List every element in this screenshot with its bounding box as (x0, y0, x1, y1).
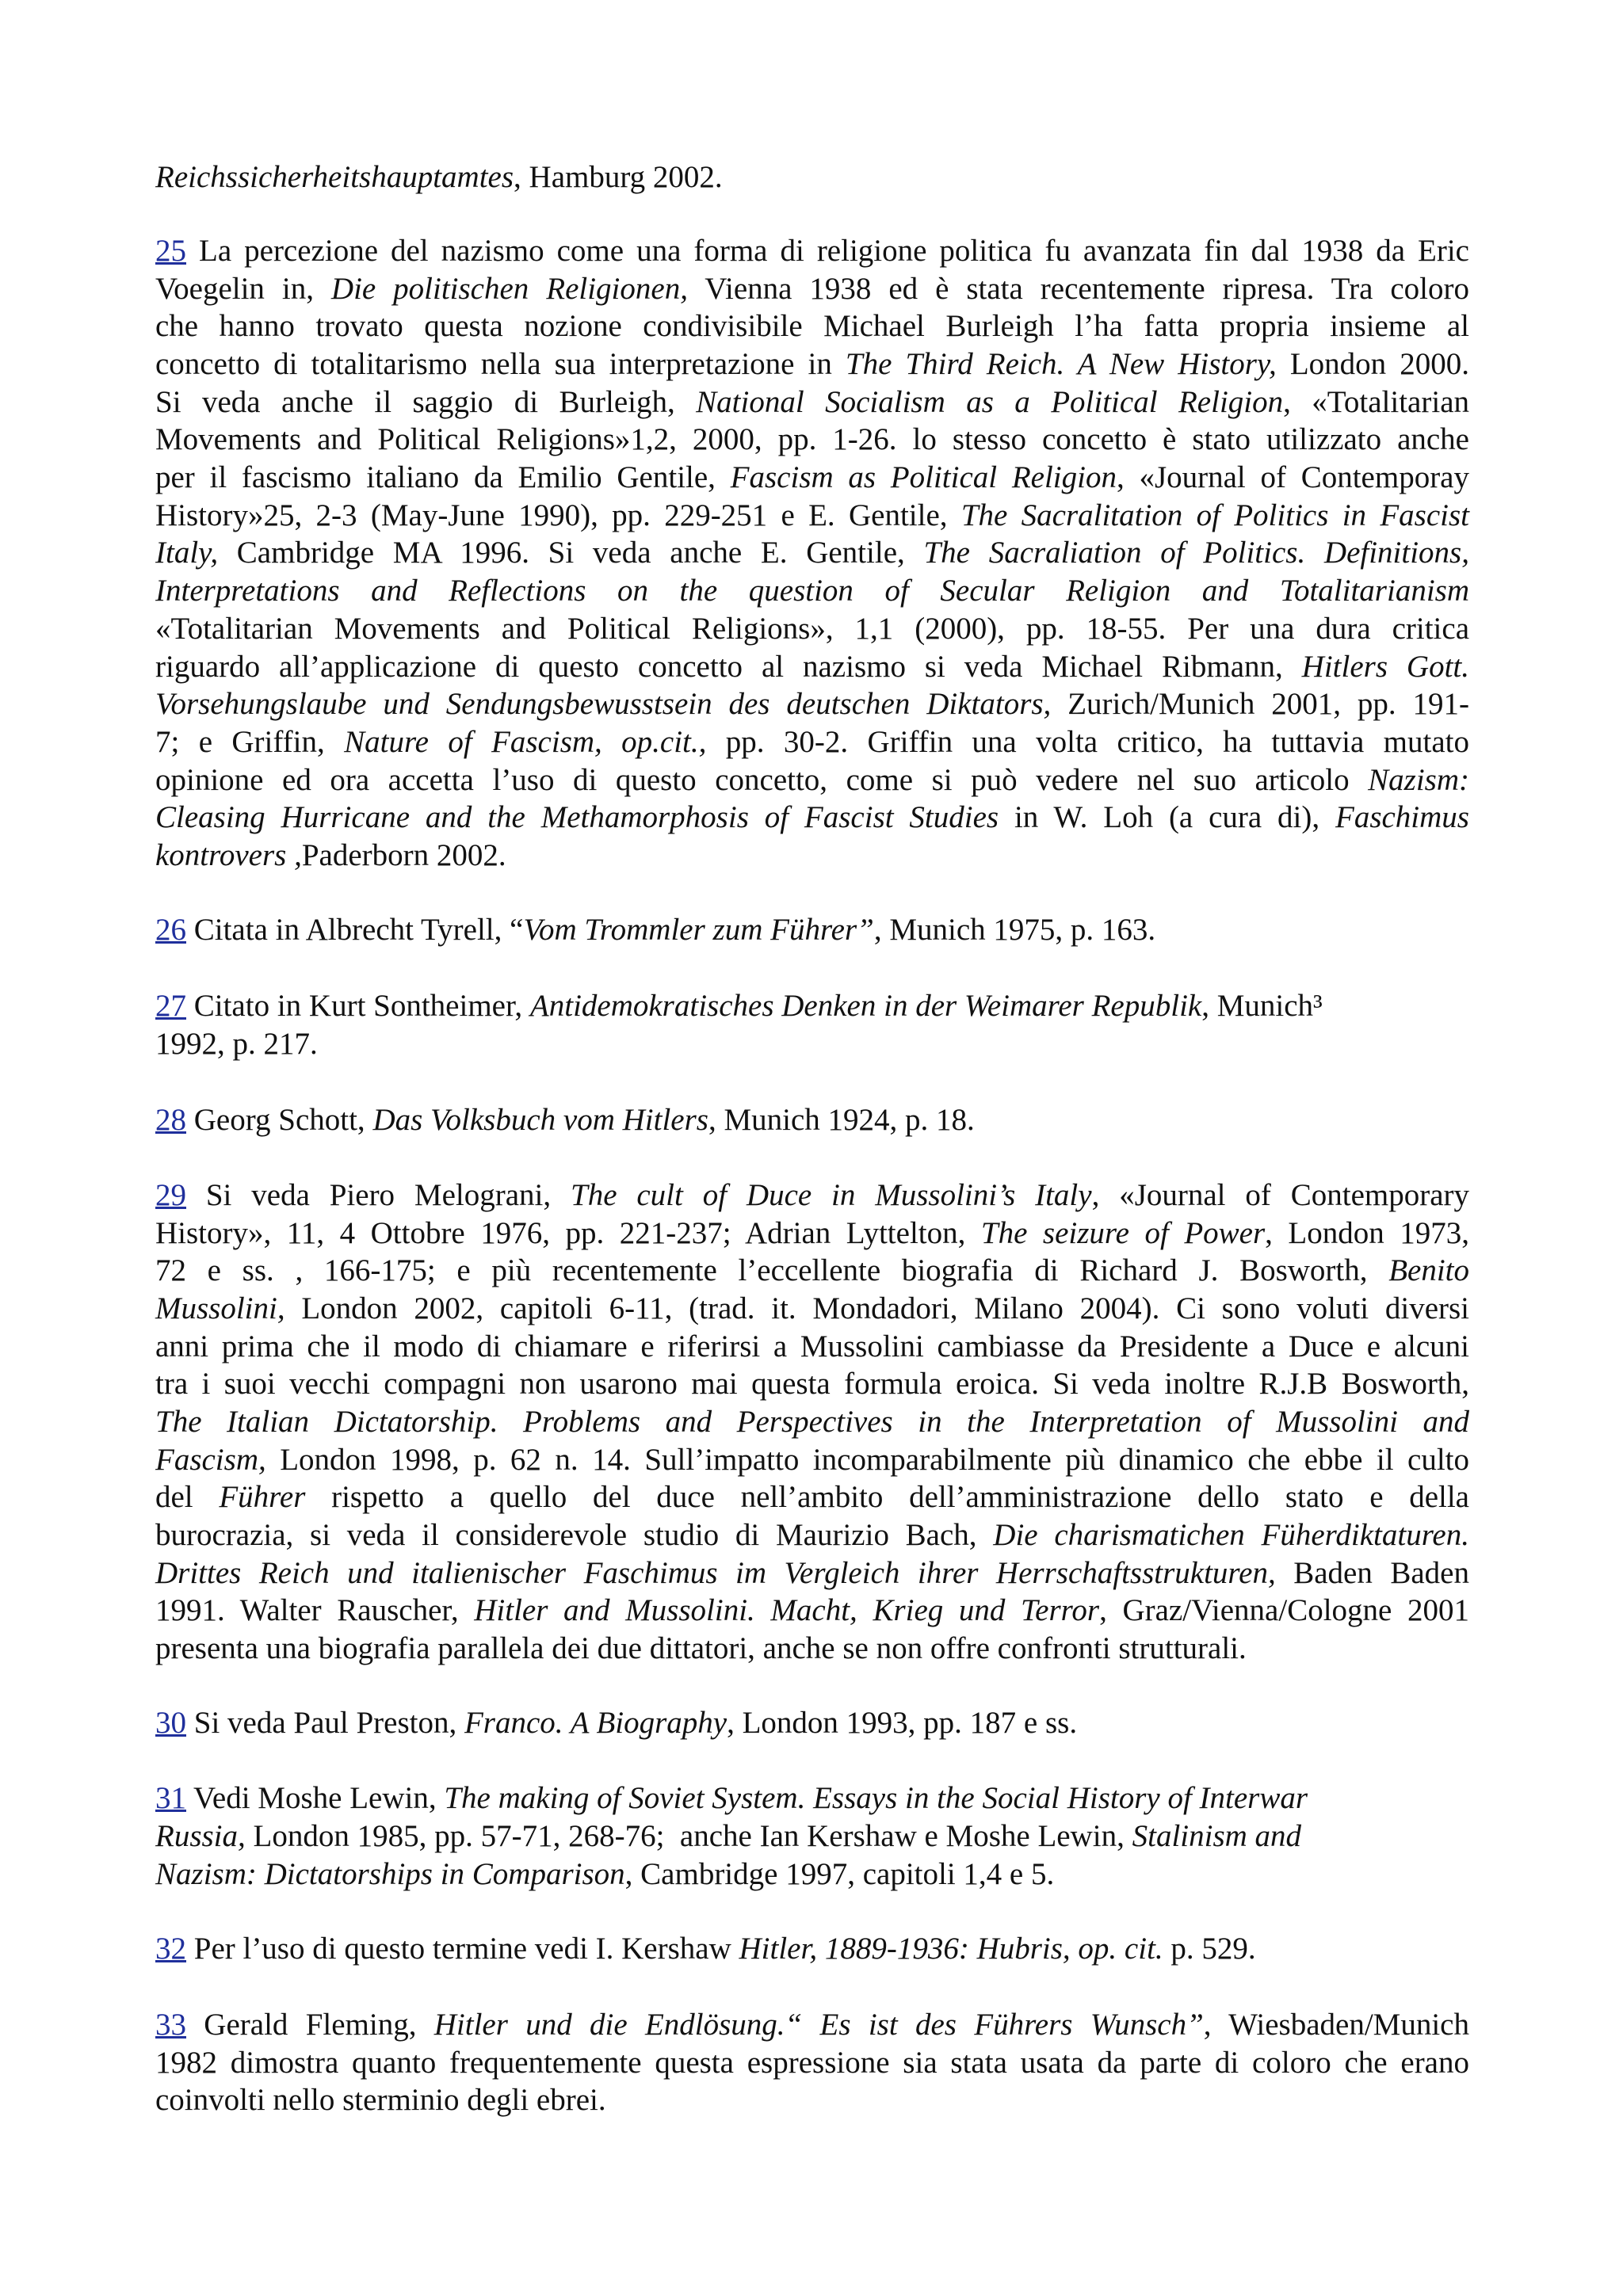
text-run: , Hamburg 2002. (514, 160, 723, 194)
italic-title: Antidemokratisches Denken in der Weimarer Republik (529, 989, 1202, 1023)
text-run: , Munich 1975, p. 163. (873, 913, 1156, 947)
italic-title: Reichssicherheitshauptamtes (155, 160, 514, 194)
footnote-29-line-1 (155, 1177, 1469, 1215)
text-run: , Cambridge 1997, capitoli 1,4 e 5. (624, 1857, 1055, 1891)
text-run: , «Journal of Contemporary (1091, 1178, 1469, 1212)
text-run: 1992, p. 217. (155, 1027, 318, 1061)
text-run: Baden Baden (1275, 1556, 1469, 1590)
text-run: presenta una biografia parallela dei due dittatori, anche se non offre confronti strutturali. (155, 1631, 1247, 1665)
text-run: Si veda Paul Preston, (186, 1706, 464, 1740)
italic-title: Interpretations and Reflections on the question of Secular Religion and Totalitarianism (155, 574, 1469, 608)
footnote-25-line-9 (155, 534, 1469, 572)
text-run: Paderborn 2002. (301, 838, 506, 872)
italic-title: Hitler, 1889-1936: Hubris, op. cit. (739, 1932, 1163, 1966)
italic-title: Fascism, (155, 1443, 266, 1477)
italic-title: Franco. A Biography (464, 1706, 727, 1740)
footnote-29-line-11 (155, 1554, 1469, 1592)
italic-title: The cult of Duce in Mussolini’s Italy (571, 1178, 1092, 1212)
footnote-25-link[interactable]: 25 (155, 234, 186, 268)
footnote-33-line-2 (155, 2044, 1469, 2082)
footnote-27-link[interactable]: 27 (155, 989, 186, 1023)
text-run: del (155, 1480, 220, 1514)
italic-title: Vorsehungslaube und Sendungsbewusstsein des deutschen Diktators, (155, 687, 1052, 721)
text-run: Citato in Kurt Sontheimer, (186, 989, 530, 1023)
text-run: , «Journal of Contemporay (1116, 460, 1469, 494)
footnote-31-line-3 (155, 1855, 1054, 1894)
footnote-27-line-2 (155, 1025, 318, 1063)
footnote-26-link[interactable]: 26 (155, 913, 186, 947)
italic-title: The making of Soviet System. Essays in the Social History of Interwar (444, 1781, 1308, 1815)
footnote-29-line-13 (155, 1630, 1247, 1668)
italic-title: The Sacraliation of Politics. Definitions, (923, 536, 1469, 570)
footnote-25-line-12 (155, 648, 1469, 686)
italic-title: Mussolini, (155, 1291, 285, 1325)
italic-title: Hitler und die Endlösung.“ Es ist des Führers Wunsch” (433, 2008, 1204, 2042)
italic-title: Nazism: (1368, 763, 1469, 797)
italic-title: National Socialism as a Political Religion (696, 385, 1284, 419)
footnote-27-line-1 (155, 987, 1323, 1025)
italic-title: Die charismatichen Füherdiktaturen. (993, 1518, 1469, 1552)
footnote-29-line-4 (155, 1290, 1469, 1328)
text-run: riguardo all’applicazione di questo concetto al nazismo si veda Michael Ribmann, (155, 650, 1302, 684)
footnote-32-line-1 (155, 1930, 1256, 1968)
footnote-29-line-5 (155, 1328, 1469, 1366)
text-run: Citata in Albrecht Tyrell, “ (186, 913, 524, 947)
footnote-25-line-1 (155, 232, 1469, 270)
footnote-25-line-13 (155, 685, 1469, 723)
footnote-28-link[interactable]: 28 (155, 1103, 186, 1137)
text-run: «Totalitarian Movements and Political Religions», 1,1 (2000), pp. 18-55. Per una dura critica (155, 612, 1469, 646)
footnote-30-link[interactable]: 30 (155, 1706, 186, 1740)
footnote-33-link[interactable]: 33 (155, 2008, 186, 2042)
text-run: Gerald Fleming, (186, 2008, 434, 2042)
italic-title: Faschimus (1335, 800, 1469, 834)
footnote-29-line-7 (155, 1403, 1469, 1441)
footnote-25-line-8 (155, 497, 1469, 535)
footnote-cont-line-1 (155, 158, 723, 196)
text-run: , «Totalitarian (1283, 385, 1469, 419)
footnote-32-link[interactable]: 32 (155, 1932, 186, 1966)
italic-title: Das Volksbuch vom Hitlers (372, 1103, 708, 1137)
text-run: 1982 dimostra quanto frequentemente questa espressione sia stata usata da parte di coloro che erano (155, 2046, 1469, 2080)
text-run: opinione ed ora accetta l’uso di questo concetto, come si può vedere nel suo articolo (155, 763, 1369, 797)
footnote-26-line-1 (155, 911, 1155, 949)
text-run: , London 1973, (1265, 1216, 1469, 1250)
text-run: London 1998, p. 62 n. 14. Sull’impatto incomparabilmente più dinamico che ebbe il culto (265, 1443, 1469, 1477)
footnote-25-line-14 (155, 723, 1469, 761)
text-run: 7; e Griffin, (155, 725, 345, 759)
footnote-29-line-3 (155, 1252, 1469, 1290)
italic-title: Nature of Fascism, op.cit., (344, 725, 707, 759)
italic-title: Die politischen Religionen, (330, 272, 688, 306)
italic-title: Stalinism and (1132, 1819, 1302, 1853)
text-run: Zurich/Munich 2001, pp. 191- (1051, 687, 1469, 721)
text-run: , Wiesbaden/Munich (1203, 2008, 1469, 2042)
italic-title: Drittes Reich und italienischer Faschimus im Vergleich ihrer Herrschaftsstrukturen, (155, 1556, 1276, 1590)
footnote-25-line-17 (155, 837, 506, 875)
footnote-31-link[interactable]: 31 (155, 1781, 186, 1815)
italic-title: The Italian Dictatorship. Problems and Perspectives in the Interpretation of Mussolini and (155, 1405, 1469, 1439)
text-run: per il fascismo italiano da Emilio Gentile, (155, 460, 731, 494)
footnote-29-line-12 (155, 1592, 1469, 1630)
footnote-25-line-16 (155, 799, 1469, 837)
footnote-25-line-15 (155, 761, 1469, 799)
footnote-29-line-8 (155, 1441, 1469, 1479)
text-run: , Munich³ (1201, 989, 1323, 1023)
italic-title: The Third Reich. A New History, (845, 347, 1277, 381)
text-run: p. 529. (1163, 1932, 1256, 1966)
text-run: 72 e ss. , 166-175; e più recentemente l’eccellente biografia di Richard J. Bosworth, (155, 1253, 1389, 1287)
footnote-29-link[interactable]: 29 (155, 1178, 186, 1212)
footnote-25-line-11 (155, 610, 1469, 648)
text-run: History»25, 2-3 (May-June 1990), pp. 229-251 e E. Gentile, (155, 498, 961, 532)
footnote-25-line-10 (155, 572, 1469, 610)
footnote-31-line-2 (155, 1817, 1301, 1855)
footnote-29-line-6 (155, 1365, 1469, 1403)
text-run: London 2002, capitoli 6-11, (trad. it. Mondadori, Milano 2004). Ci sono voluti diversi (285, 1291, 1469, 1325)
text-run: che hanno trovato questa nozione condivisibile Michael Burleigh l’ha fatta propria insieme al (155, 309, 1469, 343)
italic-title: Fascism as Political Religion (730, 460, 1117, 494)
italic-title: kontrovers , (155, 838, 302, 872)
italic-title: The seizure of Power (980, 1216, 1266, 1250)
footnote-31-line-1 (155, 1779, 1308, 1817)
text-run: pp. 30-2. Griffin una volta critico, ha tuttavia mutato (706, 725, 1469, 759)
footnote-25-line-5 (155, 383, 1469, 421)
italic-title: Hitler and Mussolini. Macht, Krieg und Terror (474, 1593, 1100, 1627)
text-run: History», 11, 4 Ottobre 1976, pp. 221-237; Adrian Lyttelton, (155, 1216, 981, 1250)
footnote-25-line-3 (155, 307, 1469, 345)
text-run: anni prima che il modo di chiamare e riferirsi a Mussolini cambiasse da Presidente a Duce e alcuni (155, 1329, 1469, 1363)
text-run: , London 1993, pp. 187 e ss. (727, 1706, 1078, 1740)
italic-title: Führer (219, 1480, 306, 1514)
footnote-33-line-1 (155, 2006, 1469, 2044)
footnote-30-line-1 (155, 1704, 1077, 1742)
text-run: London 2000. (1276, 347, 1469, 381)
italic-title: The Sacralitation of Politics in Fascist (960, 498, 1469, 532)
footnote-25-line-2 (155, 270, 1469, 308)
text-run: burocrazia, si veda il considerevole studio di Maurizio Bach, (155, 1518, 994, 1552)
footnote-29-line-10 (155, 1516, 1469, 1554)
text-run: London 1985, pp. 57-71, 268-76; anche Ian Kershaw e Moshe Lewin, (245, 1819, 1132, 1853)
footnote-28-line-1 (155, 1101, 975, 1139)
italic-title: Benito (1388, 1253, 1469, 1287)
italic-title: Italy, (155, 536, 219, 570)
text-run: rispetto a quello del duce nell’ambito dell’amministrazione dello stato e della (305, 1480, 1469, 1514)
italic-title: Russia, (155, 1819, 246, 1853)
text-run: Per l’uso di questo termine vedi I. Kershaw (186, 1932, 739, 1966)
text-run: Vienna 1938 ed è stata recentemente ripresa. Tra coloro (687, 272, 1469, 306)
text-run: Vedi Moshe Lewin, (186, 1781, 445, 1815)
text-run: , Munich 1924, p. 18. (708, 1103, 975, 1137)
footnote-29-line-9 (155, 1478, 1469, 1516)
text-run: , Graz/Vienna/Cologne 2001 (1099, 1593, 1469, 1627)
text-run: concetto di totalitarismo nella sua interpretazione in (155, 347, 846, 381)
text-run: Georg Schott, (186, 1103, 373, 1137)
text-run: tra i suoi vecchi compagni non usarono mai questa formula eroica. Si veda inoltre R.J.B Bosworth, (155, 1367, 1469, 1401)
text-run: in W. Loh (a cura di), (999, 800, 1335, 834)
italic-title: Nazism: Dictatorships in Comparison (155, 1857, 625, 1891)
italic-title: Cleasing Hurricane and the Methamorphosis of Fascist Studies (155, 800, 999, 834)
footnote-25-line-6 (155, 421, 1469, 459)
text-run: Si veda Piero Melograni, (186, 1178, 571, 1212)
footnote-25-line-4 (155, 345, 1469, 383)
text-run: La percezione del nazismo come una forma di religione politica fu avanzata fin dal 1938 da Eric (186, 234, 1469, 268)
footnote-29-line-2 (155, 1215, 1469, 1253)
text-run: Voegelin in, (155, 272, 331, 306)
italic-title: Vom Trommler zum Führer” (523, 913, 874, 947)
text-run: Cambridge MA 1996. Si veda anche E. Gentile, (218, 536, 924, 570)
text-run: coinvolti nello sterminio degli ebrei. (155, 2083, 606, 2117)
text-run: 1991. Walter Rauscher, (155, 1593, 475, 1627)
footnote-25-line-7 (155, 459, 1469, 497)
italic-title: Hitlers Gott. (1301, 650, 1469, 684)
footnote-33-line-3 (155, 2081, 606, 2119)
text-run: Movements and Political Religions»1,2, 2000, pp. 1-26. lo stesso concetto è stato utilizzato anche (155, 422, 1469, 456)
text-run: Si veda anche il saggio di Burleigh, (155, 385, 697, 419)
